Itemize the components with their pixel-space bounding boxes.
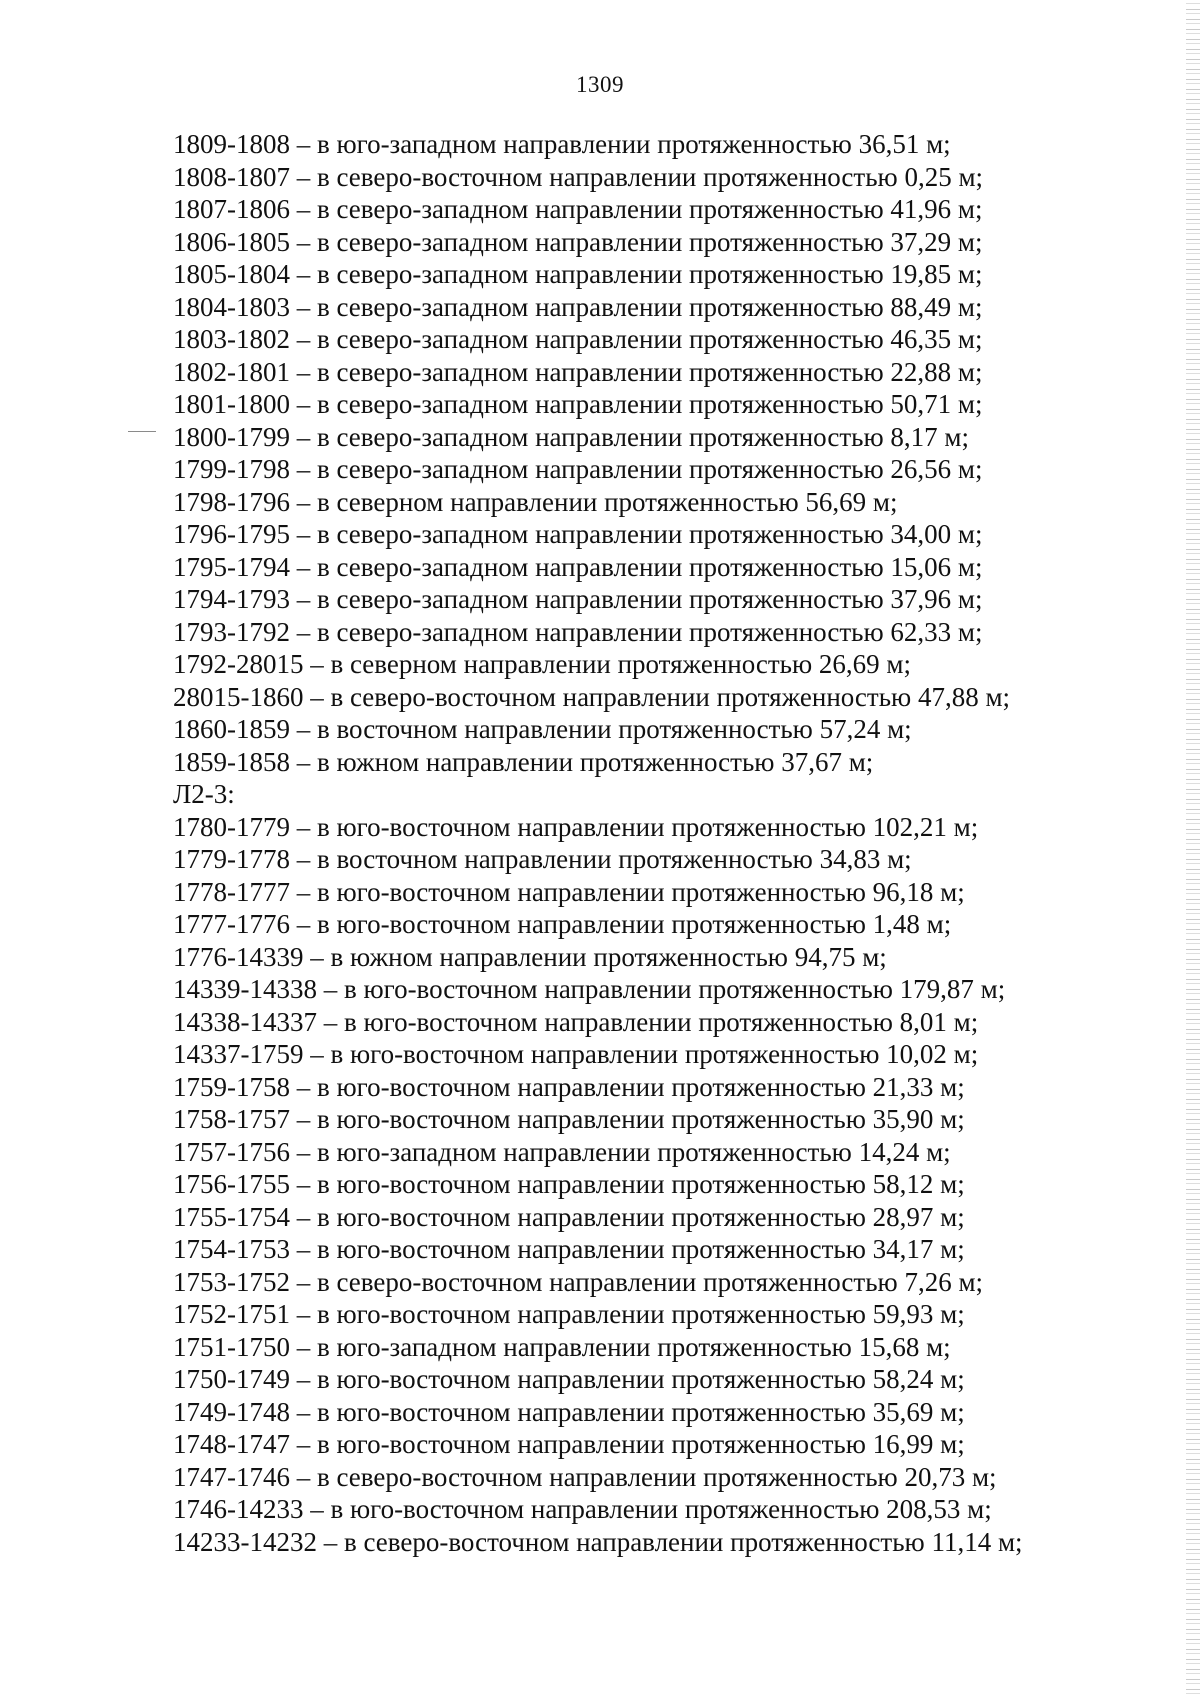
boundary-line: 1757-1756 – в юго-западном направлении протяженностью 14,24 м; bbox=[173, 1136, 951, 1167]
boundary-line: 1793-1792 – в северо-западном направлении протяженностью 62,33 м; bbox=[173, 616, 983, 647]
boundary-line: 1803-1802 – в северо-западном направлении протяженностью 46,35 м; bbox=[173, 324, 983, 354]
boundary-line: 1755-1754 – в юго-восточном направлении протяженностью 28,97 м; bbox=[173, 1201, 965, 1232]
boundary-line: 1746-14233 – в юго-восточном направлении протяженностью 208,53 м; bbox=[173, 1494, 992, 1524]
boundary-line: 1777-1776 – в юго-восточном направлении протяженностью 1,48 м; bbox=[173, 909, 952, 939]
boundary-line: 1759-1758 – в юго-восточном направлении протяженностью 21,33 м; bbox=[173, 1071, 965, 1102]
boundary-line: 1808-1807 – в северо-восточном направлении протяженностью 0,25 м; bbox=[173, 161, 984, 192]
boundary-line: 1748-1747 – в юго-восточном направлении протяженностью 16,99 м; bbox=[173, 1429, 965, 1459]
boundary-line: 1753-1752 – в северо-восточном направлении протяженностью 7,26 м; bbox=[173, 1266, 984, 1297]
boundary-line: 1747-1746 – в северо-восточном направлении протяженностью 20,73 м; bbox=[173, 1461, 997, 1492]
boundary-line: 1776-14339 – в южном направлении протяженностью 94,75 м; bbox=[173, 941, 887, 972]
boundary-line: 1749-1748 – в юго-восточном направлении протяженностью 35,69 м; bbox=[173, 1396, 965, 1427]
boundary-line: 1751-1750 – в юго-западном направлении протяженностью 15,68 м; bbox=[173, 1331, 951, 1362]
boundary-line: 1754-1753 – в юго-восточном направлении протяженностью 34,17 м; bbox=[173, 1234, 965, 1264]
boundary-line: 14338-14337 – в юго-восточном направлении протяженностью 8,01 м; bbox=[173, 1006, 979, 1037]
boundary-line: 1750-1749 – в юго-восточном направлении протяженностью 58,24 м; bbox=[173, 1364, 965, 1394]
margin-mark bbox=[128, 431, 156, 432]
boundary-line: 1798-1796 – в северном направлении протяженностью 56,69 м; bbox=[173, 486, 898, 517]
boundary-line: 1799-1798 – в северо-западном направлении протяженностью 26,56 м; bbox=[173, 454, 983, 484]
boundary-line: Л2-3: bbox=[173, 779, 235, 809]
boundary-line: 1859-1858 – в южном направлении протяженностью 37,67 м; bbox=[173, 746, 874, 777]
boundary-line: 14337-1759 – в юго-восточном направлении протяженностью 10,02 м; bbox=[173, 1039, 979, 1069]
page-number: 1309 bbox=[576, 72, 624, 97]
boundary-line: 1860-1859 – в восточном направлении протяженностью 57,24 м; bbox=[173, 714, 912, 744]
boundary-line: 1752-1751 – в юго-восточном направлении протяженностью 59,93 м; bbox=[173, 1299, 965, 1329]
boundary-line: 1758-1757 – в юго-восточном направлении протяженностью 35,90 м; bbox=[173, 1104, 965, 1134]
boundary-line: 1780-1779 – в юго-восточном направлении протяженностью 102,21 м; bbox=[173, 811, 979, 842]
boundary-line: 1804-1803 – в северо-западном направлении протяженностью 88,49 м; bbox=[173, 291, 983, 322]
boundary-line: 14339-14338 – в юго-восточном направлении протяженностью 179,87 м; bbox=[173, 974, 1006, 1004]
boundary-line: 1801-1800 – в северо-западном направлении протяженностью 50,71 м; bbox=[173, 389, 983, 419]
boundary-line: 1794-1793 – в северо-западном направлении протяженностью 37,96 м; bbox=[173, 584, 983, 614]
boundary-line: 1807-1806 – в северо-западном направлении протяженностью 41,96 м; bbox=[173, 194, 983, 224]
boundary-line: 1805-1804 – в северо-западном направлении протяженностью 19,85 м; bbox=[173, 259, 983, 289]
boundary-line: 1809-1808 – в юго-западном направлении протяженностью 36,51 м; bbox=[173, 129, 951, 159]
boundary-line: 1802-1801 – в северо-западном направлении протяженностью 22,88 м; bbox=[173, 356, 983, 387]
boundary-line: 1779-1778 – в восточном направлении протяженностью 34,83 м; bbox=[173, 844, 912, 874]
boundary-line: 1778-1777 – в юго-восточном направлении протяженностью 96,18 м; bbox=[173, 876, 965, 907]
scan-edge-artifact bbox=[1186, 0, 1200, 1696]
boundary-line: 1800-1799 – в северо-западном направлении протяженностью 8,17 м; bbox=[173, 421, 969, 452]
boundary-line: 1756-1755 – в юго-восточном направлении протяженностью 58,12 м; bbox=[173, 1169, 965, 1199]
boundary-line: 1795-1794 – в северо-западном направлении протяженностью 15,06 м; bbox=[173, 551, 983, 582]
boundary-line: 1796-1795 – в северо-западном направлении протяженностью 34,00 м; bbox=[173, 519, 983, 549]
boundary-description-list bbox=[173, 128, 1133, 1558]
boundary-line: 28015-1860 – в северо-восточном направлении протяженностью 47,88 м; bbox=[173, 681, 1011, 712]
boundary-line: 1806-1805 – в северо-западном направлении протяженностью 37,29 м; bbox=[173, 226, 983, 257]
boundary-line: 14233-14232 – в северо-восточном направлении протяженностью 11,14 м; bbox=[173, 1526, 1023, 1557]
boundary-line: 1792-28015 – в северном направлении протяженностью 26,69 м; bbox=[173, 649, 912, 679]
